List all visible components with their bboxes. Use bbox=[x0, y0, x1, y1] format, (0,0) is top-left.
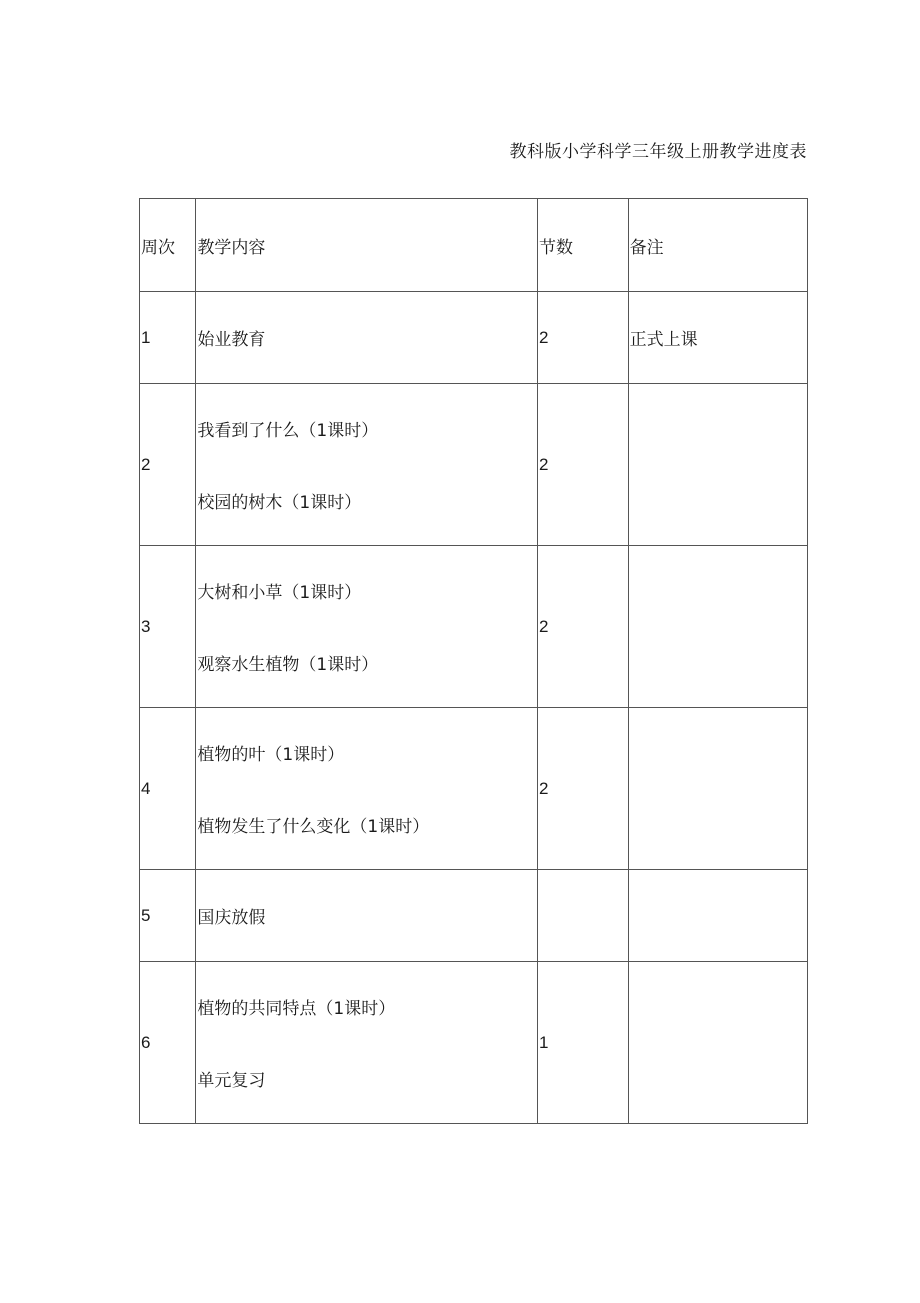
count-cell bbox=[537, 870, 628, 962]
content-cell bbox=[196, 384, 538, 546]
lesson-line: 国庆放假 bbox=[197, 908, 266, 928]
table-row bbox=[140, 708, 808, 870]
count-cell: 2 bbox=[537, 546, 628, 708]
count-cell: 2 bbox=[537, 708, 628, 870]
content-cell bbox=[196, 870, 538, 962]
week-cell: 6 bbox=[140, 962, 196, 1124]
document-title: 教科版小学科学三年级上册教学进度表 bbox=[509, 142, 807, 162]
lesson-line: 我看到了什么（1课时） bbox=[197, 421, 379, 441]
table-header-row bbox=[140, 199, 808, 292]
content-cell bbox=[196, 708, 538, 870]
lesson-line: 观察水生植物（1课时） bbox=[197, 655, 379, 675]
table-row bbox=[140, 292, 808, 384]
content-cell bbox=[196, 962, 538, 1124]
note-cell: 正式上课 bbox=[628, 292, 807, 384]
count-cell: 2 bbox=[537, 292, 628, 384]
week-cell: 5 bbox=[140, 870, 196, 962]
table-row bbox=[140, 870, 808, 962]
table-row bbox=[140, 962, 808, 1124]
count-cell: 2 bbox=[537, 384, 628, 546]
teaching-schedule-table bbox=[139, 198, 808, 1124]
note-cell bbox=[628, 546, 807, 708]
note-cell bbox=[628, 708, 807, 870]
header-content: 教学内容 bbox=[196, 199, 538, 292]
table-row bbox=[140, 546, 808, 708]
week-cell: 4 bbox=[140, 708, 196, 870]
lesson-line: 校园的树木（1课时） bbox=[197, 493, 362, 513]
note-cell bbox=[628, 962, 807, 1124]
lesson-line: 大树和小草（1课时） bbox=[197, 583, 362, 603]
content-cell bbox=[196, 546, 538, 708]
lesson-line: 植物的共同特点（1课时） bbox=[197, 999, 396, 1019]
note-cell bbox=[628, 870, 807, 962]
lesson-line: 单元复习 bbox=[197, 1071, 266, 1091]
lesson-line: 植物的叶（1课时） bbox=[197, 745, 345, 765]
header-week: 周次 bbox=[140, 199, 196, 292]
week-cell: 1 bbox=[140, 292, 196, 384]
week-cell: 3 bbox=[140, 546, 196, 708]
lesson-line: 始业教育 bbox=[197, 330, 266, 350]
lesson-line: 植物发生了什么变化（1课时） bbox=[197, 817, 430, 837]
week-cell: 2 bbox=[140, 384, 196, 546]
table-row bbox=[140, 384, 808, 546]
note-cell bbox=[628, 384, 807, 546]
header-count: 节数 bbox=[537, 199, 628, 292]
count-cell: 1 bbox=[537, 962, 628, 1124]
header-note: 备注 bbox=[628, 199, 807, 292]
content-cell bbox=[196, 292, 538, 384]
